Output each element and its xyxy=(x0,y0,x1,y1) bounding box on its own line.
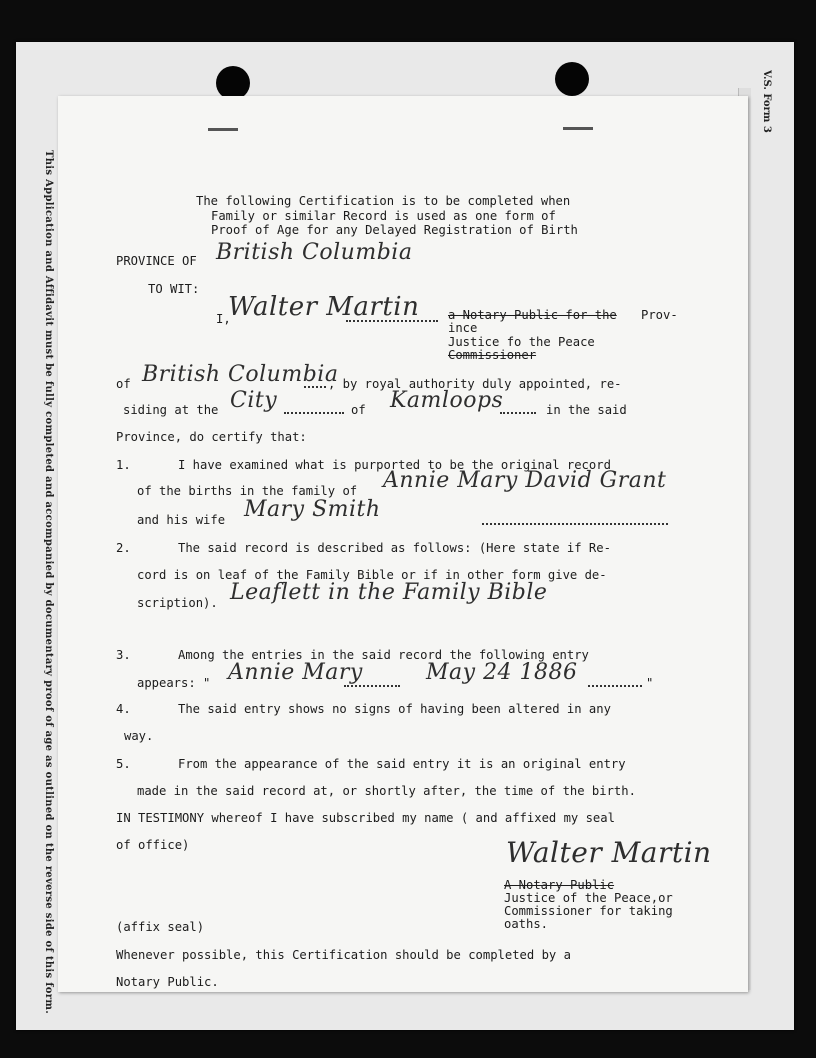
residing-prefix: siding at the xyxy=(123,403,219,417)
signature: Walter Martin xyxy=(506,836,712,869)
item-1-line-1: I have examined what is purported to be the original record xyxy=(178,458,611,472)
item-2-line-1: The said record is described as follows: (Here state if Re- xyxy=(178,541,611,555)
item-1-line-2: of the births in the family of xyxy=(137,484,358,498)
staple-left xyxy=(208,128,238,131)
residing-of: of xyxy=(351,403,366,417)
heading-line-2: Family or similar Record is used as one form of xyxy=(211,209,556,223)
item-3-number: 3. xyxy=(116,648,131,662)
footer-line-1: Whenever possible, this Certification should be completed by a xyxy=(116,948,571,962)
item-3-line-2-suffix: " xyxy=(646,676,654,690)
item-4-line-1: The said entry shows no signs of having been altered in any xyxy=(178,702,611,716)
signer-title-struck: A Notary Public xyxy=(504,878,615,892)
form-number: V.S. Form 3 xyxy=(761,70,772,133)
punch-hole-left xyxy=(216,66,250,100)
wife-name: Mary Smith xyxy=(244,497,381,522)
punch-hole-right xyxy=(555,62,589,96)
side-instruction-text: This Application and Affidavit must be fully completed and accompanied by documentary proof of age as outlined on the reverse side of this form. xyxy=(43,150,54,1015)
testimony-line-2: of office) xyxy=(116,838,190,852)
of-dots xyxy=(304,386,326,388)
certify-line: Province, do certify that: xyxy=(116,430,307,444)
residing-dots-2 xyxy=(500,412,536,414)
signer-title-line-4: oaths. xyxy=(504,917,549,931)
province-label: PROVINCE OF xyxy=(116,254,197,268)
officer-dots xyxy=(346,320,438,322)
item-2-line-3: scription). xyxy=(137,596,218,610)
item-2-number: 2. xyxy=(116,541,131,555)
of-prefix: of xyxy=(116,377,131,391)
residing-dots-1 xyxy=(284,412,344,414)
entry-dots-2 xyxy=(588,685,642,687)
item-1-line-3: and his wife xyxy=(137,513,226,527)
signer-title-line-3: Commissioner for taking xyxy=(504,904,673,918)
item-3-line-1: Among the entries in the said record the following entry xyxy=(178,648,589,662)
residing-place: Kamloops xyxy=(390,388,504,413)
heading-line-1: The following Certification is to be completed when xyxy=(196,194,571,208)
officer-title-line-3: Justice fo the Peace xyxy=(448,335,595,349)
item-5-line-1: From the appearance of the said entry it is an original entry xyxy=(178,757,626,771)
affix-seal: (affix seal) xyxy=(116,920,205,934)
officer-title-end: Prov- xyxy=(641,308,678,322)
heading-line-3: Proof of Age for any Delayed Registration of Birth xyxy=(211,223,578,237)
officer-title-struck: a Notary Public for the xyxy=(448,308,617,322)
family-name: Annie Mary David Grant xyxy=(383,468,667,493)
footer-line-2: Notary Public. xyxy=(116,975,219,989)
certification-sheet xyxy=(58,96,748,992)
item-5-line-2: made in the said record at, or shortly after, the time of the birth. xyxy=(137,784,636,798)
entry-date: May 24 1886 xyxy=(426,660,578,685)
of-line-text: , by royal authority duly appointed, re- xyxy=(328,377,622,391)
officer-prefix: I, xyxy=(216,312,231,326)
officer-name: Walter Martin xyxy=(228,292,420,322)
entry-dots-1 xyxy=(344,685,400,687)
residing-place-type: City xyxy=(230,388,278,413)
item-4-line-2: way. xyxy=(124,729,154,743)
testimony-line-1: IN TESTIMONY whereof I have subscribed my name ( and affixed my seal xyxy=(116,811,615,825)
item-1-number: 1. xyxy=(116,458,131,472)
of-province: British Columbia xyxy=(142,362,339,387)
record-description: Leaflett in the Family Bible xyxy=(230,580,548,605)
staple-right xyxy=(563,127,593,130)
officer-title-line-4: Commissioner xyxy=(448,348,537,362)
item-2-line-2: cord is on leaf of the Family Bible or if in other form give de- xyxy=(137,568,607,582)
item-3-line-2-prefix: appears: " xyxy=(137,676,211,690)
to-wit-label: TO WIT: xyxy=(148,282,200,296)
officer-title-line-2: ince xyxy=(448,321,478,335)
wife-dots xyxy=(482,523,668,525)
signer-title-line-2: Justice of the Peace,or xyxy=(504,891,673,905)
residing-suffix: in the said xyxy=(546,403,627,417)
province-value: British Columbia xyxy=(216,240,413,265)
item-4-number: 4. xyxy=(116,702,131,716)
entry-name: Annie Mary xyxy=(228,660,363,685)
item-5-number: 5. xyxy=(116,757,131,771)
